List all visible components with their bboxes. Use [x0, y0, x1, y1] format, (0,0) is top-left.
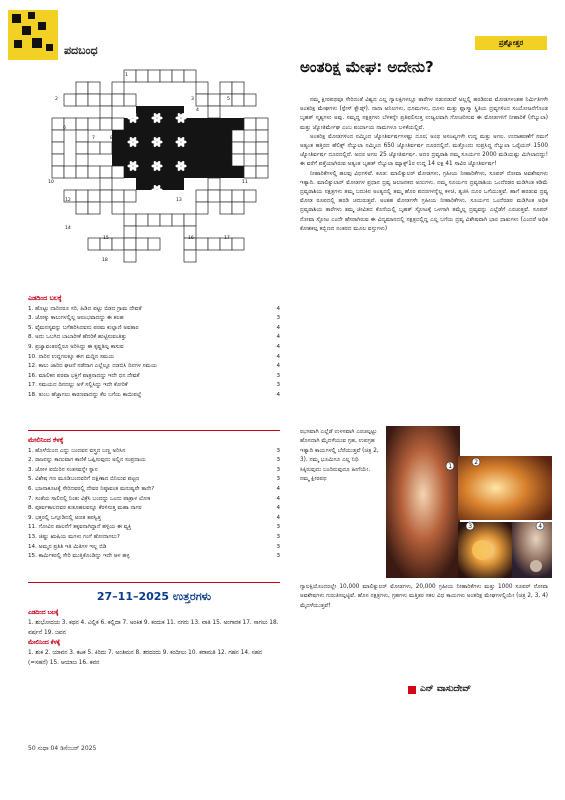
- crossword-number: 6: [63, 126, 66, 131]
- crossword-cell: [256, 118, 268, 130]
- crossword-cell: [208, 94, 220, 106]
- clue-row: [28, 333, 280, 343]
- clue-row: [28, 305, 280, 315]
- crossword-ornament-block: [136, 154, 148, 166]
- clue-row: [28, 523, 280, 533]
- clue-length: 3: [276, 533, 280, 540]
- across-title: ಎಡದಿಂದ ಬಲಕ್ಕೆ: [28, 294, 62, 302]
- clue-text: 12. ಕಾಲು ಜಾರಿದ ಘಟನೆ ನಡೆದಾಗ ಎಲ್ಲೆಲ್ಲೂ ದಡಬಿಸಿ ದಿನಗಳ ಸಮಯ: [28, 363, 157, 370]
- crossword-cell: [232, 94, 244, 106]
- clue-row: [28, 381, 280, 391]
- crossword-ornament-block: [160, 142, 172, 154]
- crossword-ornament-block: [220, 118, 232, 130]
- clue-text: 3. ಜೋಕ್ಕು ಕಾಲುಗಳಲ್ಲಿಲ್ಲ ಆರಂಭವಾದದ್ದು ಈ ಕಲಹ: [28, 315, 124, 322]
- page-footer: 50 ಸುಧಾ 04 ಡಿಸೆಂಬರ್ 2025: [28, 745, 97, 752]
- clue-length: 3: [276, 553, 280, 560]
- crossword-cell: [100, 94, 112, 106]
- crossword-cell: [148, 70, 160, 82]
- crossword-ornament-block: [136, 106, 148, 118]
- crossword-ornament-block: [112, 130, 124, 142]
- crossword-cell: [88, 166, 100, 178]
- clue-row: [28, 533, 280, 543]
- crossword-ornament-block: [232, 118, 244, 130]
- crossword-number: 16: [188, 236, 194, 241]
- clue-text: 3. ಜೋಳ ಪಯಿರಿನ ಸಂತಸವನ್ನೇ ಸ್ನಾನ: [28, 466, 98, 473]
- clue-text: 8. ಪೂರ್ವಕಾಲದವರ ಕುತೂಹಲವನ್ನೂ ಕೆರಳಿಸುತ್ತ ಮಹಾ ನಾಗರ: [28, 505, 142, 512]
- clue-row: [28, 447, 280, 457]
- crossword-cell: [232, 190, 244, 202]
- crossword-ornament-block: [136, 166, 148, 178]
- crossword-cell: [244, 142, 256, 154]
- crossword-ornament-block: [208, 166, 220, 178]
- crossword-ornament-block: [136, 130, 148, 142]
- crossword-number: 17: [224, 236, 230, 241]
- crossword-cell: [208, 190, 220, 202]
- image-label: 2: [474, 459, 479, 467]
- clue-row: [28, 475, 280, 485]
- crossword-cell: [88, 202, 100, 214]
- crossword-cell: [76, 154, 88, 166]
- crossword-cell: [88, 118, 100, 130]
- crossword-cell: [244, 190, 256, 202]
- clue-text: 9. ಭಕ್ತರಲ್ಲಿ ಒಗ್ಗೂಡಿದಲ್ಲಿ ಅಣತ ತಪಸ್ವಿತ್ತ: [28, 514, 102, 521]
- crossword-number: 15: [103, 236, 109, 241]
- crossword-ornament-block: [196, 142, 208, 154]
- clue-length: 3: [276, 372, 280, 379]
- crossword-ornament-block: [220, 130, 232, 142]
- crossword-cell: [208, 106, 220, 118]
- crossword-cell: [196, 190, 208, 202]
- clue-row: [28, 466, 280, 476]
- crossword-cell: [220, 82, 232, 94]
- clue-text: 8. ಅದು ಒಬಗಿದ ಬಾಬಾರೀಕೆ ಹೆದರಿಕೆ ಹುಟ್ಟಿಸುವಂತಿತ್ತು: [28, 334, 127, 341]
- clue-length: 3: [276, 315, 280, 322]
- clue-row: [28, 552, 280, 562]
- crossword-cell: [112, 118, 124, 130]
- crossword-cell: [136, 214, 148, 226]
- crossword-cell: [208, 238, 220, 250]
- crossword-cell: [124, 214, 136, 226]
- image-label: 1: [448, 463, 453, 471]
- clue-length: 3: [276, 466, 280, 473]
- crossword-cell: [256, 154, 268, 166]
- magazine-logo: [8, 10, 58, 60]
- clue-row: [28, 353, 280, 363]
- crossword-ornament-block: [220, 154, 232, 166]
- crossword-cell: [196, 238, 208, 250]
- clue-length: 3: [276, 543, 280, 550]
- crossword-number: 5: [227, 97, 230, 102]
- crossword-cell: [124, 238, 136, 250]
- crossword-ornament-block: [208, 130, 220, 142]
- crossword-number: 9: [192, 136, 195, 141]
- clue-text: 1. ಹೊಟ್ಟು ದಾರಿದರೂ ಸರಿ, ಹಿಡಿದ ಪಟ್ಟು ಬಿಡದ ಗ್ರಾಮ ದೇವತೆ: [28, 305, 142, 312]
- author-marker: [408, 686, 416, 694]
- article-body: [300, 96, 548, 234]
- crossword-cell: [256, 166, 268, 178]
- clue-length: 3: [276, 382, 280, 389]
- across-clues: [28, 294, 280, 401]
- crossword-number: 7: [92, 136, 95, 141]
- article-paragraph: ನಮ್ಮ ಕ್ಷೀರಪಥವೂ ಸೇರಿದಂತೆ ವಿಶ್ವದ ಎಲ್ಲ ಗ್ಯಾಲಕ್ಸಿಗಳಲ್ಲೂ ತಾರೆಗಳ ನಡುನಡುವೆ ಅಲ್ಲಲ್ಲಿ ಹರಡಿರುವ ಮೋಡಗಳಂತಹ ನಿರ್ಮಿತಿಗಳೇ ಅಂತರಿಕ್ಷ ಮೇಘಗಳು (ಸ್ಪೇಸ್ ಕ್ಲೌಡ್ಸ್). ನಾನಾ ಅನಿಲಗಳು, ಧೂಮಗಳು, ಧೂಳು ಮತ್ತು ಪ್ಲಾಸ್ಮಾ ಸ್ಥಿತಿಯ ದ್ರವ್ಯಗಳಿಂದ ಸಂಯೋಜನೆಗೊಂಡ ಬೃಹತ್ ಸ್ಮಶ್ಯಗಳು ಅವು. ಸಮೃದ್ಧ ನಕ್ಷತ್ರಗಳು ಬೆಳಕನ್ನೇ ಪ್ರತಿಫಲಿಸುತ್ತ ಉಜ್ವಲವಾಗಿ ಗೋಚರಿಸುವ ಈ ಮೋಡಗಳಿಗೆ ನೀಹಾರಿಕೆ (ನೆಬ್ಯುಲಾ) ಮತ್ತು ಜ್ಯೋತಿರ್ಮೇಘ ಎಂಬ ಪರ್ಯಾಯ ನಾಮಗಳೂ ಬಳಕೆಯಲ್ಲಿವೆ.: [300, 97, 548, 131]
- image-label: 4: [538, 523, 543, 531]
- clue-row: [28, 391, 280, 401]
- crossword-cell: [88, 142, 100, 154]
- crossword-cell: [64, 166, 76, 178]
- nebula-image-2: [458, 456, 552, 520]
- crossword-cell: [136, 70, 148, 82]
- crossword-cell: [124, 226, 136, 238]
- crossword-ornament-block: [160, 154, 172, 166]
- crossword-cell: [112, 190, 124, 202]
- down-clues: [28, 436, 280, 562]
- crossword-cell: [232, 202, 244, 214]
- crossword-cell: [244, 94, 256, 106]
- divider: [28, 582, 280, 583]
- crossword-cell: [196, 202, 208, 214]
- clue-row: [28, 456, 280, 466]
- crossword-ornament-block: [184, 166, 196, 178]
- crossword-number: 3: [191, 97, 194, 102]
- clue-row: [28, 543, 280, 553]
- clue-text: 9. ಪ್ರಜ್ವಾವಂತರಲ್ಲಿರೂ ಅರಿಸಿದ್ದು ಈ ಕೃಷ್ಣಶಿಲ್ಪ ಕಾಸುವ: [28, 343, 124, 350]
- clue-text: 10. ನಾರಿನ ಉದ್ದಗಲಕ್ಕೂ ಈಗ ಮದ್ದಿನ ಸಮಯ: [28, 353, 115, 360]
- crossword-ornament-block: [208, 118, 220, 130]
- author-name: ಎನ್ ವಾಸುದೇವ್: [420, 684, 471, 694]
- crossword-grid[interactable]: [46, 68, 274, 268]
- clue-length: 4: [276, 324, 280, 331]
- crossword-cell: [196, 94, 208, 106]
- crossword-ornament-block: [196, 154, 208, 166]
- article-tail-text: ಗ್ಯಾಲಕ್ಸಿಯೊಂದರಲ್ಲೇ 10,000 ಮಾಲಿಕ್ಯುಲರ್ ಮೋಡಗಳು, 20,000 ಗ್ರಹೀಯ ನೀಹಾರಿಕೆಗಳು ಮತ್ತು 1000 ಸೂಪರ್ ನೋವಾ ಅವಶೇಷಗಳು ಗುರುತಿಸಲ್ಪಟ್ಟಿವೆ. ಹೊಸ ನಕ್ಷತ್ರಗಳು, ಗ್ರಹಗಳು ಮತ್ತಿತರ ಸಕಲ ವಿಧ ಕಾಯಗಳು ಅಂತರಿಕ್ಷ ಮೇಘಗಳಲ್ಲಿಯೇ (ಚಿತ್ರ 2, 3, 4) ಮೈದಳೆಯುತ್ತವೆ!: [300, 584, 548, 609]
- crossword-ornament-block: [160, 166, 172, 178]
- answers-across-title: ಎಡದಿಂದ ಬಲಕ್ಕೆ: [28, 610, 59, 616]
- clue-text: 5. ವೈಮನಸ್ಯವನ್ನು ಬಗೆಹರಿಸಿದವನು ಪರಮ ಕುಲ್ಲಾಣಿ ಅವತಾರ: [28, 324, 139, 331]
- article-paragraph: ನೀಹಾರಿಕೆಗಳಲ್ಲಿ ಹಲವು ವಿಧಗಳಿವೆ. ಕೂಡ: ಮಾಲಿಕ್ಯುಲರ್ ಮೋಡಗಳು, ಗ್ರಹೀಯ ನೀಹಾರಿಕೆಗಳು, ಸೂಪರ್ ನೋವಾ ಅವಶೇಷಗಳು ಇತ್ಯಾದಿ. ಮಾಲಿಕ್ಯುಲಾರ್ ಮೋಡಗಳ ಪ್ರಧಾನ ದ್ರವ್ಯ ಜಲಜನಕದ ಅಣುಗಳು. ನಮ್ಮ ಸೂರ್ಯನ ದ್ರವ್ಯರಾಶಿಯ ಒಂದೆರಡರ ಮಡಿಗಿಂತ ಕಡಿಮೆ ದ್ರವ್ಯರಾಶಿಯ ನಕ್ಷತ್ರಗಳು ತಮ್ಮ ಬದುಕಿನ ಅಂತ್ಯದಲ್ಲಿ ತಮ್ಮ ಹೊರ ಪದರಗಳನ್ನೆಲ್ಲ ಕಳಚಿ, ತ್ಯಜಿಸಿ ದೂರ ಒಗೆಯುತ್ತವೆ. ಹಾಗೆ ಹರಡುವ ದ್ರವ್ಯ ಮೋಡ ರೂಪದಲ್ಲಿ ಹರಡಿ ಚದುರುತ್ತವೆ. ಅಂತಹ ಮೋಡಗಳೇ ಗ್ರಹೀಯ ನೀಹಾರಿಕೆಗಳು. ಸೂರ್ಯನ ಒಂದೆರಡರ ಮಡಿಗಿಂತ ಅಧಿಕ ದ್ರವ್ಯರಾಶಿಯ ತಾರೆಗಳು ತಮ್ಮ ಜೀವಿತದ ಕೊನೆಯಲ್ಲಿ ಬೃಹತ್ ಸ್ಫೋಟಕ್ಕೆ ಒಳಗಾಗಿ ತಮ್ಮೆಲ್ಲ ದ್ರವ್ಯವನ್ನು ಎಲ್ಲೆಡೆಗೆ ಎರಚುತ್ತವೆ. ಸೂಪರ್ ನೋವಾ ಸ್ಫೋಟ ಎಂದೇ ಹೆಸರಾಗಿರುವ ಈ ವಿದ್ಯಮಾನದಲ್ಲಿ ನಕ್ಷತ್ರದಲ್ಲಿದ್ದ ಎಲ್ಲ ಬಗೆಯ ದ್ರವ್ಯ ವಿಶೇಷವಾಗಿ ಭಾರ ಧಾತುಗಳು (ಎಂದರೆ ಅಧಿಕ ಕೋಶಕಲ್ಪ ಕಬ್ಬಿಣದ ನಂತರದ ಮೂಲ ವಸ್ತುಗಳು): [300, 170, 548, 232]
- crossword-ornament-block: [220, 142, 232, 154]
- crossword-number: 12: [65, 198, 71, 203]
- crossword-ornament-block: [184, 118, 196, 130]
- clue-text: 5. ವಿಶೇಷ ಗಣ ಮೂಡಿಬಂದವರಿಗೆ ದಕ್ಷಿಣಾದ ಬಿನಿಲುವ ಪಟ್ಟಣ: [28, 476, 140, 483]
- crossword-cell: [220, 94, 232, 106]
- clue-row: [28, 314, 280, 324]
- crossword-ornament-block: [196, 118, 208, 130]
- crossword-cell: [76, 94, 88, 106]
- crossword-cell: [172, 214, 184, 226]
- crossword-cell: [256, 142, 268, 154]
- crossword-ornament-block: [172, 178, 184, 190]
- crossword-cell: [232, 82, 244, 94]
- crossword-cell: [76, 202, 88, 214]
- crossword-cell: [76, 130, 88, 142]
- crossword-cell: [76, 82, 88, 94]
- answers-title: 27–11–2025 ಉತ್ತರಗಳು: [96, 590, 212, 603]
- crossword-ornament-block: [112, 154, 124, 166]
- crossword-ornament-block: [112, 142, 124, 154]
- clue-row: [28, 372, 280, 382]
- crossword-cell: [88, 82, 100, 94]
- clue-text: 2. ರಾಜನನ್ನು ಕಾಣುವಾಗ ಕಾಣಿಕೆ ಒಪ್ಪಿಸುವುದು ಅಲ್ಲಿನ ಸಂಪ್ರದಾಯ: [28, 457, 146, 464]
- clue-text: 18. ತುಂಬ ಹೆಜ್ಜಾಗಲು ಕಾರಣವಾದದ್ದು ಕೆಲ ಬಗೆಯ ಕಾಯಿಪಲ್ಲೆ: [28, 391, 142, 398]
- clue-text: 6. ಭಜನಾಕೂಟಕ್ಕೆ ಸೇರಿದವರಲ್ಲಿ ದೇವರ ನಿಷ್ಠಾವಂತ ಮನುಷ್ಯರೇ ತಾನೇ?: [28, 485, 155, 492]
- clue-text: 11. ಗೋವಿನ ಪಾಲನೆಗೆ ತಕ್ಕವನಾಗಿದ್ದಾನೆ ಹಳ್ಳಿಯ ಈ ವ್ಯಕ್ತಿ: [28, 524, 132, 531]
- crossword-ornament-block: [220, 166, 232, 178]
- crossword-cell: [184, 70, 196, 82]
- clue-length: 3: [276, 524, 280, 531]
- crossword-ornament-block: [160, 106, 172, 118]
- clue-text: 17. ಸಮಯದ ದಿನದಲ್ಲು ಅಳೆ ಸಲ್ಲಿಸಿದ್ದು ಇದೇ ಕೋರಿಕೆ: [28, 382, 128, 389]
- answers-across-text: 1. ಶುಭೋದಯ 3. ಕಥನ 4. ವಿಲ್ಲಿಕ 6. ಕಲ್ಲಿದಾ 7. ಅಂಕಿತ 9. ಕಂದುಕ 11. ನಗರು 13. ವಾತಿ 15. ಅಂಗಾರಕ 17. ಸಾಗಲು 18. ವರ್ಷನೆ 19. ಜವನ: [28, 620, 279, 636]
- crossword-cell: [148, 238, 160, 250]
- crossword-cell: [232, 238, 244, 250]
- clue-length: 3: [276, 447, 280, 454]
- article-paragraph: ಅಂತರಿಕ್ಷ ಮೋಡಗಳಿಂದ ನಮ್ಮಿಂದ ಜ್ಯೋತಿರ್ವರ್ಷಗಳಷ್ಟು ದೂರ; ಅಂಥ ಅಸಂಖ್ಯಗಳೇ ಉದ್ದ ಮತ್ತು ಅಗಲ. ಉದಾಹರಣೆಗೆ ನಮಗೆ ಅತ್ಯಂತ ಹತ್ತಿರದ ಹೆಲಿಕ್ಸ್ ನೆಬ್ಯುಲಾ ನಮ್ಮಿಂದ 650 ಜ್ಯೋತಿರ್ವರ್ಷ ದೂರದಲ್ಲಿದೆ. ಮತ್ತೊಂದು ಸುಪ್ರಸಿದ್ಧ ನೆಬ್ಯುಲಾ ಒರೈಯನ್ 1500 ಜ್ಯೋತಿರ್ವರ್ಷ ದೂರದಲ್ಲಿದೆ. ಅದರ ಅಗಲ 25 ಜ್ಯೋತಿರ್ವರ್ಷ. ಅದರ ದ್ರವ್ಯರಾಶಿ ನಮ್ಮ ಸೂರ್ಯನ 2000 ಮಡಿಯಷ್ಟು ಮಿಗಿಲಾದದ್ದು! ಈ ವರೆಗೆ ಪತ್ತೆಯಾಗಿರುವ ಅತ್ಯಂತ ಬೃಹತ್ ನೆಬ್ಯುಲಾ ಮ್ಯಾಕ್ಸ್‌1ರ ಉದ್ದ 14 ಲಕ್ಷ 41 ಸಾವಿರ ಜ್ಯೋತಿರ್ವರ್ಷ!: [300, 133, 548, 168]
- crossword-cell: [88, 94, 100, 106]
- crossword-number: 13: [176, 198, 182, 203]
- crossword-cell: [112, 202, 124, 214]
- crossword-cell: [100, 190, 112, 202]
- crossword-cell: [52, 130, 64, 142]
- crossword-cell: [184, 214, 196, 226]
- crossword-ornament-block: [160, 130, 172, 142]
- crossword-cell: [148, 214, 160, 226]
- crossword-cell: [52, 166, 64, 178]
- crossword-ornament-block: [136, 118, 148, 130]
- crossword-cell: [52, 142, 64, 154]
- crossword-number: 10: [48, 180, 54, 185]
- clue-length: 4: [276, 505, 280, 512]
- crossword-cell: [124, 250, 136, 262]
- crossword-ornament-block: [136, 142, 148, 154]
- crossword-cell: [160, 70, 172, 82]
- crossword-ornament-block: [160, 178, 172, 190]
- clue-length: 4: [276, 485, 280, 492]
- section-tag: ಪ್ರಶ್ನೋತ್ತರ: [475, 36, 547, 50]
- crossword-cell: [232, 154, 244, 166]
- article-title: ಅಂತರಿಕ್ಷ ಮೇಘ: ಅದೇನು?: [300, 58, 434, 76]
- clue-row: [28, 485, 280, 495]
- crossword-cell: [76, 166, 88, 178]
- crossword-cell: [100, 118, 112, 130]
- crossword-ornament-block: [208, 154, 220, 166]
- crossword-cell: [112, 238, 124, 250]
- crossword-number: 8: [110, 136, 113, 141]
- crossword-cell: [232, 142, 244, 154]
- crossword-cell: [88, 190, 100, 202]
- answers-down-title: ಮೇಲಿನಿಂದ ಕೆಳಕ್ಕೆ: [28, 640, 61, 646]
- crossword-ornament-block: [136, 178, 148, 190]
- crossword-cell: [112, 94, 124, 106]
- crossword-ornament-block: [196, 130, 208, 142]
- clue-row: [28, 514, 280, 524]
- nebula-image-collage: [386, 426, 552, 578]
- crossword-cell: [256, 130, 268, 142]
- nebula-image-1: [386, 426, 460, 578]
- crossword-number: 11: [242, 180, 248, 185]
- clue-row: [28, 324, 280, 334]
- clue-length: 4: [276, 495, 280, 502]
- crossword-cell: [124, 94, 136, 106]
- clue-text: 7. ಸಂತೆಯ ಸಾಲಿನಲ್ಲಿ ನಿಂತು ವಿಕ್ರೆಸಿ ಬಂದದ್ದು ಒಂದು ಪಾತ್ರಾಳ ಲೋಕ: [28, 495, 151, 502]
- clue-text: 13. ಜಿಷ್ಣು ಋಷಿಯ ಮಗಳು ಗಂಗೆ ಹೋದಾಗಲು?: [28, 533, 120, 540]
- clue-length: 4: [276, 363, 280, 370]
- crossword-cell: [100, 142, 112, 154]
- crossword-cell: [76, 118, 88, 130]
- crossword-number: 18: [102, 258, 108, 263]
- clue-row: [28, 343, 280, 353]
- crossword-cell: [112, 166, 124, 178]
- crossword-cell: [244, 166, 256, 178]
- article-side-text: ರಭಸವಾಗಿ ಎಲ್ಲೆಡೆ ಉಳಸವಾಗಿ ಎರಚಲ್ಪಟ್ಟು ಹೊಸದಾಗಿ ಮೈದಳೆಯುವ ಗ್ರಹ, ಉಪಗ್ರಹ ಇತ್ಯಾದಿ ಕಾಯಗಳಲ್ಲಿ ಬೆರೆಯುತ್ತವೆ (ಚಿತ್ರ 2, 3). ನಮ್ಮ ಭೂಮಿಗೂ ಎಲ್ಲ ನಿಧಿ ಸಿಕ್ಕಿರುವುದು ಬಂದಿರುವುದೂ ಹೀಗೆಯೇ. ನಮ್ಮ ಕ್ಷೀರಪಥ: [300, 429, 379, 483]
- clue-length: 4: [276, 305, 280, 312]
- crossword-cell: [160, 214, 172, 226]
- crossword-cell: [100, 166, 112, 178]
- clue-length: 4: [276, 343, 280, 350]
- clue-row: [28, 495, 280, 505]
- clue-length: 4: [276, 353, 280, 360]
- clue-row: [28, 504, 280, 514]
- clue-length: 4: [276, 391, 280, 398]
- crossword-cell: [196, 82, 208, 94]
- crossword-cell: [220, 202, 232, 214]
- clue-length: 3: [276, 457, 280, 464]
- crossword-cell: [232, 130, 244, 142]
- image-label: 3: [468, 523, 473, 531]
- crossword-number: 2: [55, 97, 58, 102]
- crossword-ornament-block: [160, 118, 172, 130]
- clue-row: [28, 362, 280, 372]
- crossword-cell: [172, 70, 184, 82]
- answers-block: [28, 608, 280, 668]
- crossword-cell: [244, 118, 256, 130]
- answers-down-text: 1. ಶುಕ 2. ಯಾವನ 3. ಕಟಕ 5. ಕಿರಿದು 7. ಅಂತಿಮನ 8. ತರದಂದು 9. ಕಂದೀಲು 10. ಕರಾಮತಿ 12. ಗಹನ 14. ಸಹನ (=ಸಹನೆ) 15. ಆಯಾಜ 16. ಕವನ: [28, 650, 263, 666]
- crossword-cell: [100, 106, 112, 118]
- clue-length: 4: [276, 514, 280, 521]
- crossword-cell: [100, 178, 112, 190]
- clue-text: 14. ಅಮ್ಮನ ಪ್ರತಿತಿ ಇತಿ ಮಿತಿಗಳ ಇಲ್ಲ ಬಿಡಿ: [28, 543, 107, 550]
- clue-text: 16. ಮಾಲಿಕನ ಪರವಾ ಭಕ್ತಿಗೆ ಪಾತ್ರನಾದದ್ದು ಇದೇ ಧನ ದೇವತೆ: [28, 372, 140, 379]
- crossword-cell: [64, 94, 76, 106]
- clue-length: 3: [276, 476, 280, 483]
- crossword-cell: [184, 250, 196, 262]
- divider: [28, 430, 280, 431]
- section-label: ಪದಬಂಧ: [64, 44, 98, 57]
- crossword-ornament-block: [184, 142, 196, 154]
- down-title: ಮೇಲಿನಿಂದ ಕೆಳಕ್ಕೆ: [28, 436, 64, 444]
- crossword-cell: [136, 238, 148, 250]
- crossword-number: 1: [125, 73, 128, 78]
- crossword-ornament-block: [208, 142, 220, 154]
- crossword-cell: [88, 238, 100, 250]
- crossword-cell: [52, 154, 64, 166]
- crossword-ornament-block: [232, 166, 244, 178]
- crossword-cell: [112, 82, 124, 94]
- crossword-ornament-block: [196, 166, 208, 178]
- crossword-ornament-block: [184, 154, 196, 166]
- clue-length: 4: [276, 334, 280, 341]
- clue-text: 15. ಕಾರ್ಮಿಕರಲ್ಲಿ ಸೇರಿ ಮುತ್ತಿಕೊಂಡಿದ್ದು ಇದೇ ಆಳ ಹಳ್ಳ: [28, 553, 130, 560]
- crossword-cell: [220, 190, 232, 202]
- crossword-cell: [208, 178, 220, 190]
- crossword-cell: [76, 142, 88, 154]
- crossword-number: 4: [196, 108, 199, 113]
- crossword-cell: [76, 190, 88, 202]
- crossword-cell: [124, 190, 136, 202]
- crossword-number: 14: [65, 226, 71, 231]
- clue-text: 1. ಹೊಳೆಯಿಂದ ಎದ್ದು ಬಂದವನ ವಸ್ತ್ರದ ಬಣ್ಣ ಅರಿಸಿನ: [28, 447, 126, 454]
